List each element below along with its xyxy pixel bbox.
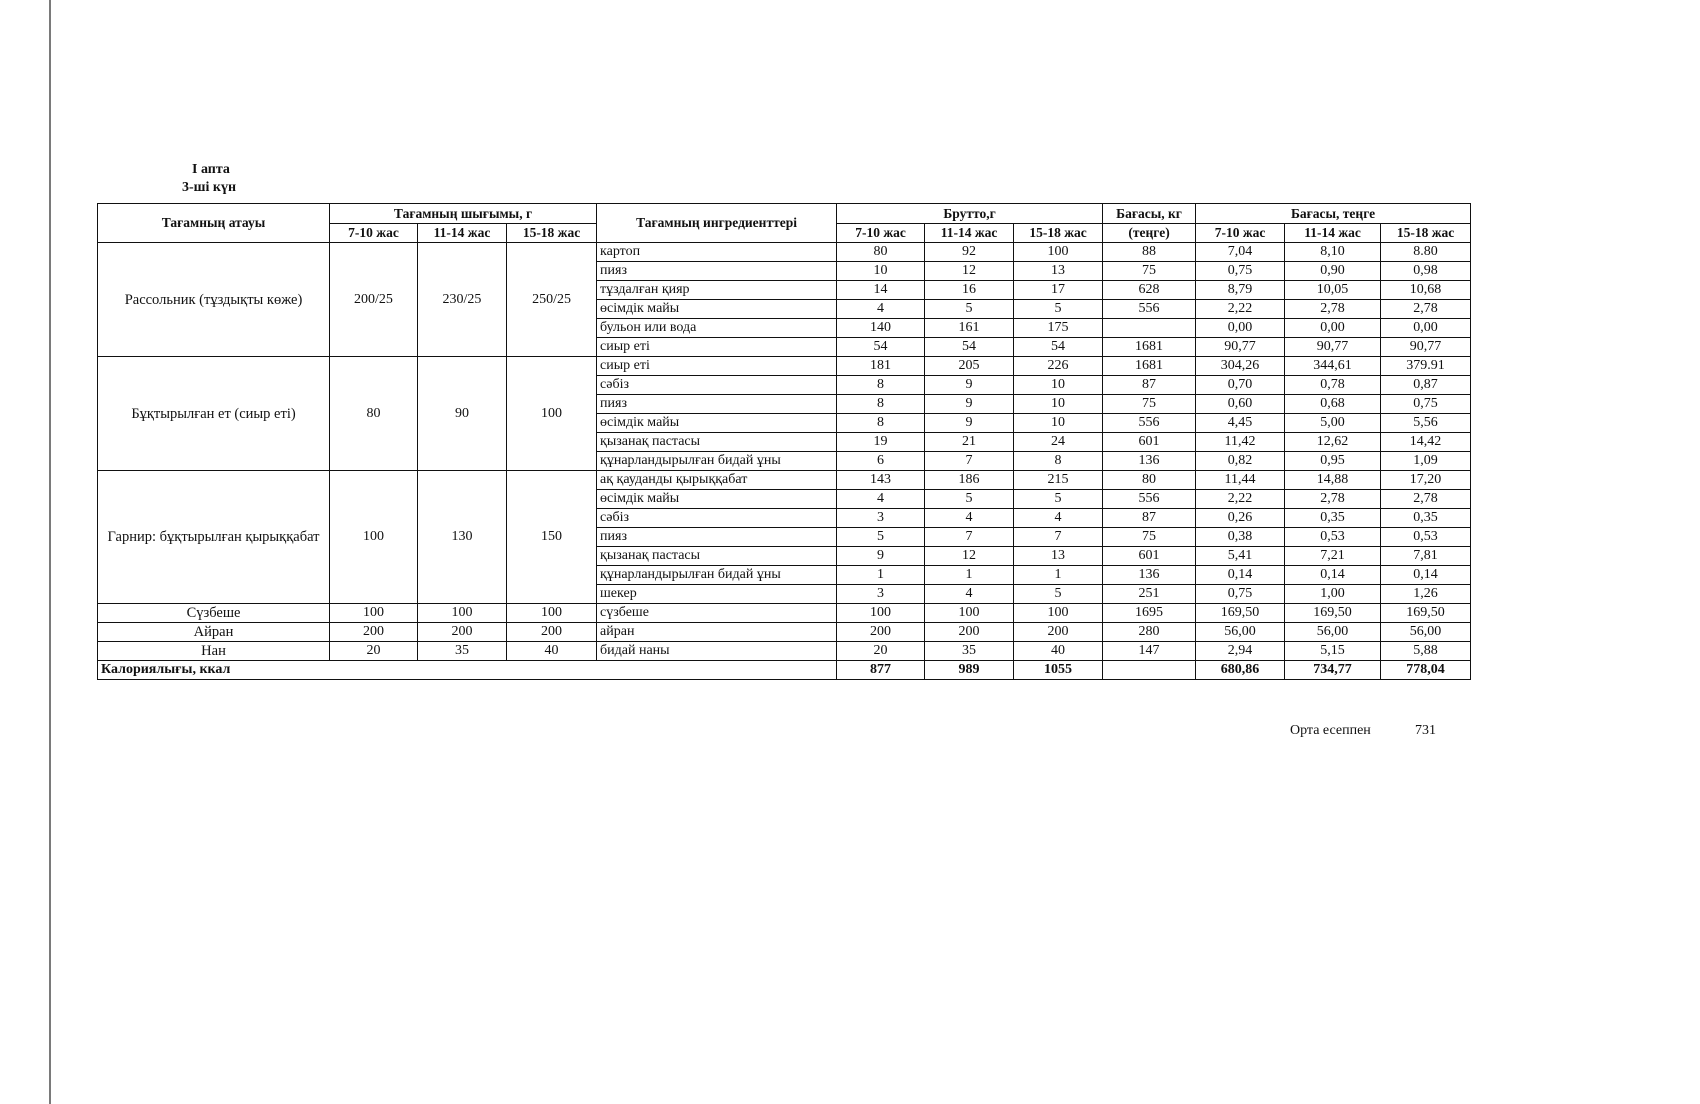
ingredient-name: өсімдік майы: [597, 300, 837, 319]
price-value: 11,44: [1196, 471, 1285, 490]
brutto-value: 5: [925, 490, 1014, 509]
brutto-value: 4: [837, 300, 925, 319]
price-value: 56,00: [1381, 623, 1471, 642]
brutto-value: 175: [1014, 319, 1103, 338]
header-yield: Тағамның шығымы, г: [330, 204, 597, 224]
dish-name: Бұқтырылған ет (сиыр еті): [98, 357, 330, 471]
price-value: 0,38: [1196, 528, 1285, 547]
price-value: 5,56: [1381, 414, 1471, 433]
price-value: 0,53: [1285, 528, 1381, 547]
empty-cell: [597, 661, 837, 680]
dish-yield: 250/25: [507, 243, 597, 357]
total-price: 680,86: [1196, 661, 1285, 680]
menu-table: [97, 203, 1471, 680]
dish-yield: 200: [507, 623, 597, 642]
price-value: 8.80: [1381, 243, 1471, 262]
dish-yield: 230/25: [418, 243, 507, 357]
price-per-kg: 601: [1103, 433, 1196, 452]
price-value: 14,88: [1285, 471, 1381, 490]
brutto-value: 3: [837, 585, 925, 604]
dish-yield: 80: [330, 357, 418, 471]
dish-yield: 200: [330, 623, 418, 642]
price-value: 0,68: [1285, 395, 1381, 414]
brutto-value: 4: [837, 490, 925, 509]
dish-yield: 150: [507, 471, 597, 604]
price-value: 0,75: [1196, 262, 1285, 281]
price-value: 0,95: [1285, 452, 1381, 471]
ingredient-name: пияз: [597, 262, 837, 281]
ingredient-name: сиыр еті: [597, 357, 837, 376]
brutto-value: 9: [925, 395, 1014, 414]
header-age-group: 11-14 жас: [1285, 224, 1381, 243]
brutto-value: 10: [1014, 414, 1103, 433]
price-value: 0,35: [1381, 509, 1471, 528]
brutto-value: 10: [1014, 376, 1103, 395]
brutto-value: 3: [837, 509, 925, 528]
brutto-value: 80: [837, 243, 925, 262]
price-value: 10,05: [1285, 281, 1381, 300]
price-value: 5,15: [1285, 642, 1381, 661]
brutto-value: 226: [1014, 357, 1103, 376]
price-value: 7,21: [1285, 547, 1381, 566]
price-per-kg: 1681: [1103, 357, 1196, 376]
price-per-kg: 1695: [1103, 604, 1196, 623]
brutto-value: 4: [1014, 509, 1103, 528]
total-brutto: 877: [837, 661, 925, 680]
price-value: 5,41: [1196, 547, 1285, 566]
price-value: 90,77: [1196, 338, 1285, 357]
brutto-value: 143: [837, 471, 925, 490]
brutto-value: 1: [925, 566, 1014, 585]
price-value: 5,88: [1381, 642, 1471, 661]
ingredient-name: сәбіз: [597, 509, 837, 528]
dish-yield: 20: [330, 642, 418, 661]
total-price: 778,04: [1381, 661, 1471, 680]
price-value: 0,14: [1196, 566, 1285, 585]
price-per-kg: 556: [1103, 490, 1196, 509]
ingredient-name: өсімдік майы: [597, 490, 837, 509]
brutto-value: 5: [1014, 300, 1103, 319]
price-value: 56,00: [1196, 623, 1285, 642]
price-value: 0,00: [1285, 319, 1381, 338]
brutto-value: 8: [837, 414, 925, 433]
ingredient-row: [98, 357, 1471, 376]
ingredient-name: картоп: [597, 243, 837, 262]
price-value: 379.91: [1381, 357, 1471, 376]
ingredient-name: қызанақ пастасы: [597, 547, 837, 566]
price-per-kg: 601: [1103, 547, 1196, 566]
ingredient-name: құнарландырылған бидай ұны: [597, 566, 837, 585]
brutto-value: 13: [1014, 262, 1103, 281]
ingredient-row: [98, 642, 1471, 661]
price-value: 0,14: [1285, 566, 1381, 585]
price-per-kg: 75: [1103, 262, 1196, 281]
price-value: 0,75: [1196, 585, 1285, 604]
price-value: 56,00: [1285, 623, 1381, 642]
price-value: 0,75: [1381, 395, 1471, 414]
price-value: 0,53: [1381, 528, 1471, 547]
brutto-value: 12: [925, 547, 1014, 566]
price-per-kg: 136: [1103, 566, 1196, 585]
ingredient-name: бидай наны: [597, 642, 837, 661]
brutto-value: 5: [1014, 490, 1103, 509]
header-age-group: 7-10 жас: [1196, 224, 1285, 243]
header-dish-name: Тағамның атауы: [98, 204, 330, 243]
price-per-kg: 75: [1103, 528, 1196, 547]
price-value: 0,60: [1196, 395, 1285, 414]
price-value: 0,90: [1285, 262, 1381, 281]
price-per-kg: 87: [1103, 509, 1196, 528]
price-per-kg: [1103, 319, 1196, 338]
price-value: 12,62: [1285, 433, 1381, 452]
brutto-value: 1: [1014, 566, 1103, 585]
price-value: 169,50: [1381, 604, 1471, 623]
price-value: 90,77: [1381, 338, 1471, 357]
dish-name: Рассольник (тұздықты көже): [98, 243, 330, 357]
price-value: 0,00: [1381, 319, 1471, 338]
price-value: 11,42: [1196, 433, 1285, 452]
brutto-value: 40: [1014, 642, 1103, 661]
ingredient-name: қызанақ пастасы: [597, 433, 837, 452]
menu-table-body: [98, 243, 1471, 661]
brutto-value: 92: [925, 243, 1014, 262]
price-value: 0,82: [1196, 452, 1285, 471]
empty-cell: [1103, 661, 1196, 680]
dish-name: Нан: [98, 642, 330, 661]
dish-name: Сүзбеше: [98, 604, 330, 623]
dish-yield: 100: [507, 604, 597, 623]
price-value: 7,81: [1381, 547, 1471, 566]
price-per-kg: 80: [1103, 471, 1196, 490]
ingredient-name: тұздалған қияр: [597, 281, 837, 300]
header-age-group: 15-18 жас: [1014, 224, 1103, 243]
header-age-group: 7-10 жас: [330, 224, 418, 243]
page-margin-line: [49, 0, 51, 1104]
week-heading: I апта: [192, 162, 230, 177]
price-value: 90,77: [1285, 338, 1381, 357]
price-value: 169,50: [1285, 604, 1381, 623]
price-value: 0,78: [1285, 376, 1381, 395]
brutto-value: 100: [925, 604, 1014, 623]
header-brutto: Брутто,г: [837, 204, 1103, 224]
price-value: 1,26: [1381, 585, 1471, 604]
price-value: 8,10: [1285, 243, 1381, 262]
price-per-kg: 75: [1103, 395, 1196, 414]
brutto-value: 1: [837, 566, 925, 585]
brutto-value: 205: [925, 357, 1014, 376]
brutto-value: 140: [837, 319, 925, 338]
dish-yield: 200: [418, 623, 507, 642]
brutto-value: 100: [1014, 604, 1103, 623]
ingredient-name: пияз: [597, 395, 837, 414]
price-value: 0,35: [1285, 509, 1381, 528]
price-value: 2,78: [1285, 300, 1381, 319]
ingredient-name: өсімдік майы: [597, 414, 837, 433]
ingredient-name: шекер: [597, 585, 837, 604]
brutto-value: 5: [1014, 585, 1103, 604]
dish-name: Айран: [98, 623, 330, 642]
price-value: 0,26: [1196, 509, 1285, 528]
average-label: Орта есеппен: [1290, 723, 1371, 738]
dish-yield: 40: [507, 642, 597, 661]
brutto-value: 9: [925, 376, 1014, 395]
brutto-value: 35: [925, 642, 1014, 661]
price-value: 169,50: [1196, 604, 1285, 623]
brutto-value: 5: [925, 300, 1014, 319]
price-value: 10,68: [1381, 281, 1471, 300]
brutto-value: 9: [925, 414, 1014, 433]
header-age-group: 7-10 жас: [837, 224, 925, 243]
brutto-value: 7: [925, 528, 1014, 547]
total-row: [98, 661, 1471, 680]
price-per-kg: 1681: [1103, 338, 1196, 357]
price-value: 0,00: [1196, 319, 1285, 338]
ingredient-name: бульон или вода: [597, 319, 837, 338]
price-value: 344,61: [1285, 357, 1381, 376]
price-value: 14,42: [1381, 433, 1471, 452]
brutto-value: 10: [837, 262, 925, 281]
price-value: 2,78: [1285, 490, 1381, 509]
brutto-value: 181: [837, 357, 925, 376]
brutto-value: 54: [1014, 338, 1103, 357]
brutto-value: 8: [1014, 452, 1103, 471]
header-ingredients: Тағамның ингредиенттері: [597, 204, 837, 243]
brutto-value: 7: [925, 452, 1014, 471]
brutto-value: 19: [837, 433, 925, 452]
price-value: 8,79: [1196, 281, 1285, 300]
price-per-kg: 136: [1103, 452, 1196, 471]
dish-name: Гарнир: бұқтырылған қырыққабат: [98, 471, 330, 604]
dish-yield: 200/25: [330, 243, 418, 357]
price-per-kg: 147: [1103, 642, 1196, 661]
header-age-group: 11-14 жас: [925, 224, 1014, 243]
header-age-group: 15-18 жас: [1381, 224, 1471, 243]
ingredient-name: сүзбеше: [597, 604, 837, 623]
price-value: 2,78: [1381, 300, 1471, 319]
brutto-value: 17: [1014, 281, 1103, 300]
header-age-group: 15-18 жас: [507, 224, 597, 243]
price-value: 0,98: [1381, 262, 1471, 281]
price-value: 2,78: [1381, 490, 1471, 509]
header-price-tenge: Бағасы, теңге: [1196, 204, 1471, 224]
price-value: 0,70: [1196, 376, 1285, 395]
brutto-value: 10: [1014, 395, 1103, 414]
brutto-value: 100: [1014, 243, 1103, 262]
price-value: 0,14: [1381, 566, 1471, 585]
dish-yield: 100: [330, 604, 418, 623]
brutto-value: 4: [925, 509, 1014, 528]
ingredient-name: пияз: [597, 528, 837, 547]
price-value: 5,00: [1285, 414, 1381, 433]
brutto-value: 4: [925, 585, 1014, 604]
header-price-kg-unit: (теңге): [1103, 224, 1196, 243]
brutto-value: 9: [837, 547, 925, 566]
brutto-value: 200: [837, 623, 925, 642]
ingredient-name: құнарландырылған бидай ұны: [597, 452, 837, 471]
price-value: 0,87: [1381, 376, 1471, 395]
price-per-kg: 280: [1103, 623, 1196, 642]
brutto-value: 7: [1014, 528, 1103, 547]
price-per-kg: 88: [1103, 243, 1196, 262]
price-value: 4,45: [1196, 414, 1285, 433]
ingredient-row: [98, 471, 1471, 490]
dish-yield: 100: [330, 471, 418, 604]
price-value: 1,09: [1381, 452, 1471, 471]
price-value: 2,22: [1196, 300, 1285, 319]
brutto-value: 5: [837, 528, 925, 547]
header-price-kg: Бағасы, кг: [1103, 204, 1196, 224]
price-value: 304,26: [1196, 357, 1285, 376]
brutto-value: 6: [837, 452, 925, 471]
total-brutto: 1055: [1014, 661, 1103, 680]
ingredient-row: [98, 243, 1471, 262]
dish-yield: 130: [418, 471, 507, 604]
dish-yield: 100: [507, 357, 597, 471]
brutto-value: 54: [925, 338, 1014, 357]
ingredient-row: [98, 604, 1471, 623]
price-value: 1,00: [1285, 585, 1381, 604]
brutto-value: 186: [925, 471, 1014, 490]
brutto-value: 8: [837, 395, 925, 414]
header-age-group: 11-14 жас: [418, 224, 507, 243]
price-value: 17,20: [1381, 471, 1471, 490]
brutto-value: 16: [925, 281, 1014, 300]
ingredient-name: сәбіз: [597, 376, 837, 395]
brutto-value: 8: [837, 376, 925, 395]
brutto-value: 20: [837, 642, 925, 661]
brutto-value: 21: [925, 433, 1014, 452]
dish-yield: 90: [418, 357, 507, 471]
price-value: 7,04: [1196, 243, 1285, 262]
brutto-value: 200: [925, 623, 1014, 642]
brutto-value: 215: [1014, 471, 1103, 490]
ingredient-name: ақ қауданды қырыққабат: [597, 471, 837, 490]
brutto-value: 200: [1014, 623, 1103, 642]
price-per-kg: 251: [1103, 585, 1196, 604]
price-value: 2,22: [1196, 490, 1285, 509]
price-value: 2,94: [1196, 642, 1285, 661]
calories-label: Калориялығы, ккал: [98, 661, 597, 680]
dish-yield: 35: [418, 642, 507, 661]
total-brutto: 989: [925, 661, 1014, 680]
ingredient-name: сиыр еті: [597, 338, 837, 357]
day-heading: 3-ші күн: [182, 180, 237, 195]
price-per-kg: 87: [1103, 376, 1196, 395]
brutto-value: 13: [1014, 547, 1103, 566]
brutto-value: 54: [837, 338, 925, 357]
total-price: 734,77: [1285, 661, 1381, 680]
brutto-value: 14: [837, 281, 925, 300]
ingredient-name: айран: [597, 623, 837, 642]
price-per-kg: 628: [1103, 281, 1196, 300]
brutto-value: 24: [1014, 433, 1103, 452]
average-value: 731: [1415, 723, 1436, 738]
brutto-value: 161: [925, 319, 1014, 338]
price-per-kg: 556: [1103, 300, 1196, 319]
price-per-kg: 556: [1103, 414, 1196, 433]
dish-yield: 100: [418, 604, 507, 623]
ingredient-row: [98, 623, 1471, 642]
brutto-value: 12: [925, 262, 1014, 281]
brutto-value: 100: [837, 604, 925, 623]
